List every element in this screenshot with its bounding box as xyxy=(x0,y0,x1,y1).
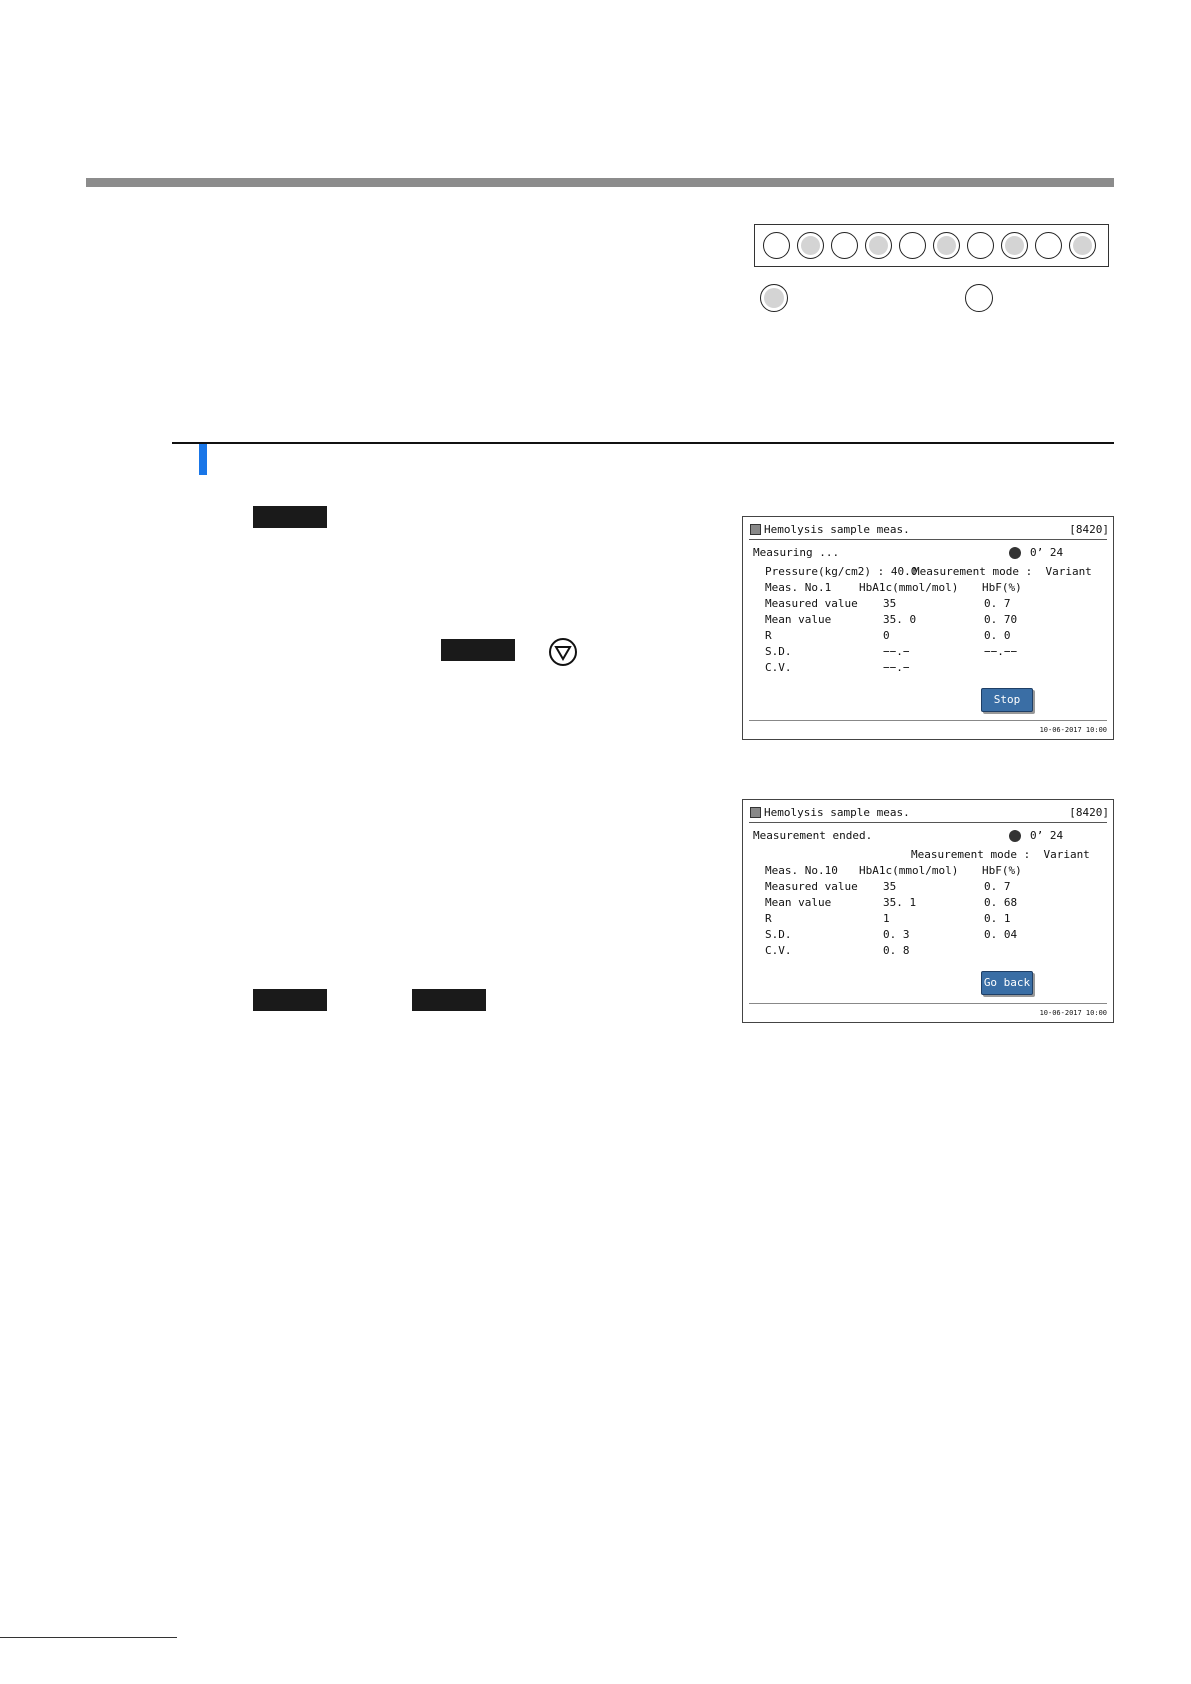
row-hbf-value: 0. 1 xyxy=(984,912,1011,925)
col-hba1c: HbA1c(mmol/mol) xyxy=(859,581,959,594)
col-meas-no: Meas. No.10 xyxy=(765,864,838,877)
redacted-label xyxy=(253,506,327,528)
footer-line xyxy=(0,1637,177,1638)
row-hbf-value: 0. 68 xyxy=(984,896,1018,909)
row-hba1c-value: 35 xyxy=(883,597,897,610)
row-label: S.D. xyxy=(765,928,792,941)
row-hba1c-value: 0. 8 xyxy=(883,944,910,957)
measurement-ended-screen xyxy=(742,799,1114,1023)
elapsed-time: 0’ 24 xyxy=(1030,546,1064,559)
row-hba1c-value: −−.− xyxy=(883,661,910,674)
status-text: Measuring ... xyxy=(753,546,840,559)
screen-code: [8420] xyxy=(1069,523,1109,536)
row-label: Measured value xyxy=(765,597,858,610)
row-label: S.D. xyxy=(765,645,792,658)
redacted-label xyxy=(253,989,327,1011)
sample-rack xyxy=(754,224,1109,267)
rack-hole-filled xyxy=(1069,232,1096,259)
row-label: C.V. xyxy=(765,944,792,957)
row-hba1c-value: 0. 3 xyxy=(883,928,910,941)
row-hbf-value: 0. 7 xyxy=(984,597,1011,610)
rack-hole-empty xyxy=(1035,232,1062,259)
row-hba1c-value: 35. 0 xyxy=(883,613,917,626)
row-hba1c-value: −−.− xyxy=(883,645,910,658)
screen-code: [8420] xyxy=(1069,806,1109,819)
status-text: Measurement ended. xyxy=(753,829,873,842)
row-label: R xyxy=(765,629,772,642)
row-hba1c-value: 0 xyxy=(883,629,890,642)
window-icon xyxy=(750,807,761,818)
row-hba1c-value: 35. 1 xyxy=(883,896,917,909)
stop-triangle-icon xyxy=(549,638,577,666)
rack-hole-filled xyxy=(933,232,960,259)
row-hba1c-value: 35 xyxy=(883,880,897,893)
col-hbf: HbF(%) xyxy=(982,864,1022,877)
clock-icon xyxy=(1009,830,1021,842)
col-hba1c: HbA1c(mmol/mol) xyxy=(859,864,959,877)
stop-button[interactable]: Stop xyxy=(981,688,1033,712)
window-icon xyxy=(750,524,761,535)
row-hbf-value: 0. 7 xyxy=(984,880,1011,893)
screen-title: Hemolysis sample meas. xyxy=(764,806,910,819)
rack-hole-empty xyxy=(831,232,858,259)
rack-hole-filled xyxy=(797,232,824,259)
legend-filled-hole xyxy=(760,284,788,312)
datetime: 10-06-2017 10:00 xyxy=(1039,1009,1107,1017)
rack-hole-filled xyxy=(1001,232,1028,259)
legend-empty-hole xyxy=(965,284,993,312)
measuring-screen xyxy=(742,516,1114,740)
redacted-button-label xyxy=(441,639,515,661)
row-hbf-value: 0. 0 xyxy=(984,629,1011,642)
row-label: C.V. xyxy=(765,661,792,674)
go-back-button[interactable]: Go back xyxy=(981,971,1033,995)
rack-hole-empty xyxy=(967,232,994,259)
mode-text: Measurement mode : Variant xyxy=(911,848,1090,861)
datetime: 10-06-2017 10:00 xyxy=(1039,726,1107,734)
rack-hole-filled xyxy=(865,232,892,259)
elapsed-time: 0’ 24 xyxy=(1030,829,1064,842)
mode-text: Measurement mode : Variant xyxy=(913,565,1092,578)
row-label: Mean value xyxy=(765,613,832,626)
row-hbf-value: 0. 04 xyxy=(984,928,1018,941)
clock-icon xyxy=(1009,547,1021,559)
rack-hole-empty xyxy=(899,232,926,259)
header-bar xyxy=(86,178,1114,187)
row-hbf-value: 0. 70 xyxy=(984,613,1018,626)
row-label: Measured value xyxy=(765,880,858,893)
col-hbf: HbF(%) xyxy=(982,581,1022,594)
row-hbf-value: −−.−− xyxy=(984,645,1018,658)
row-label: Mean value xyxy=(765,896,832,909)
row-label: R xyxy=(765,912,772,925)
row-hba1c-value: 1 xyxy=(883,912,890,925)
section-marker xyxy=(199,444,207,475)
redacted-label xyxy=(412,989,486,1011)
rack-hole-empty xyxy=(763,232,790,259)
section-rule xyxy=(172,442,1114,444)
screen-title: Hemolysis sample meas. xyxy=(764,523,910,536)
pressure-text: Pressure(kg/cm2) : 40.0 xyxy=(765,565,918,578)
col-meas-no: Meas. No.1 xyxy=(765,581,832,594)
